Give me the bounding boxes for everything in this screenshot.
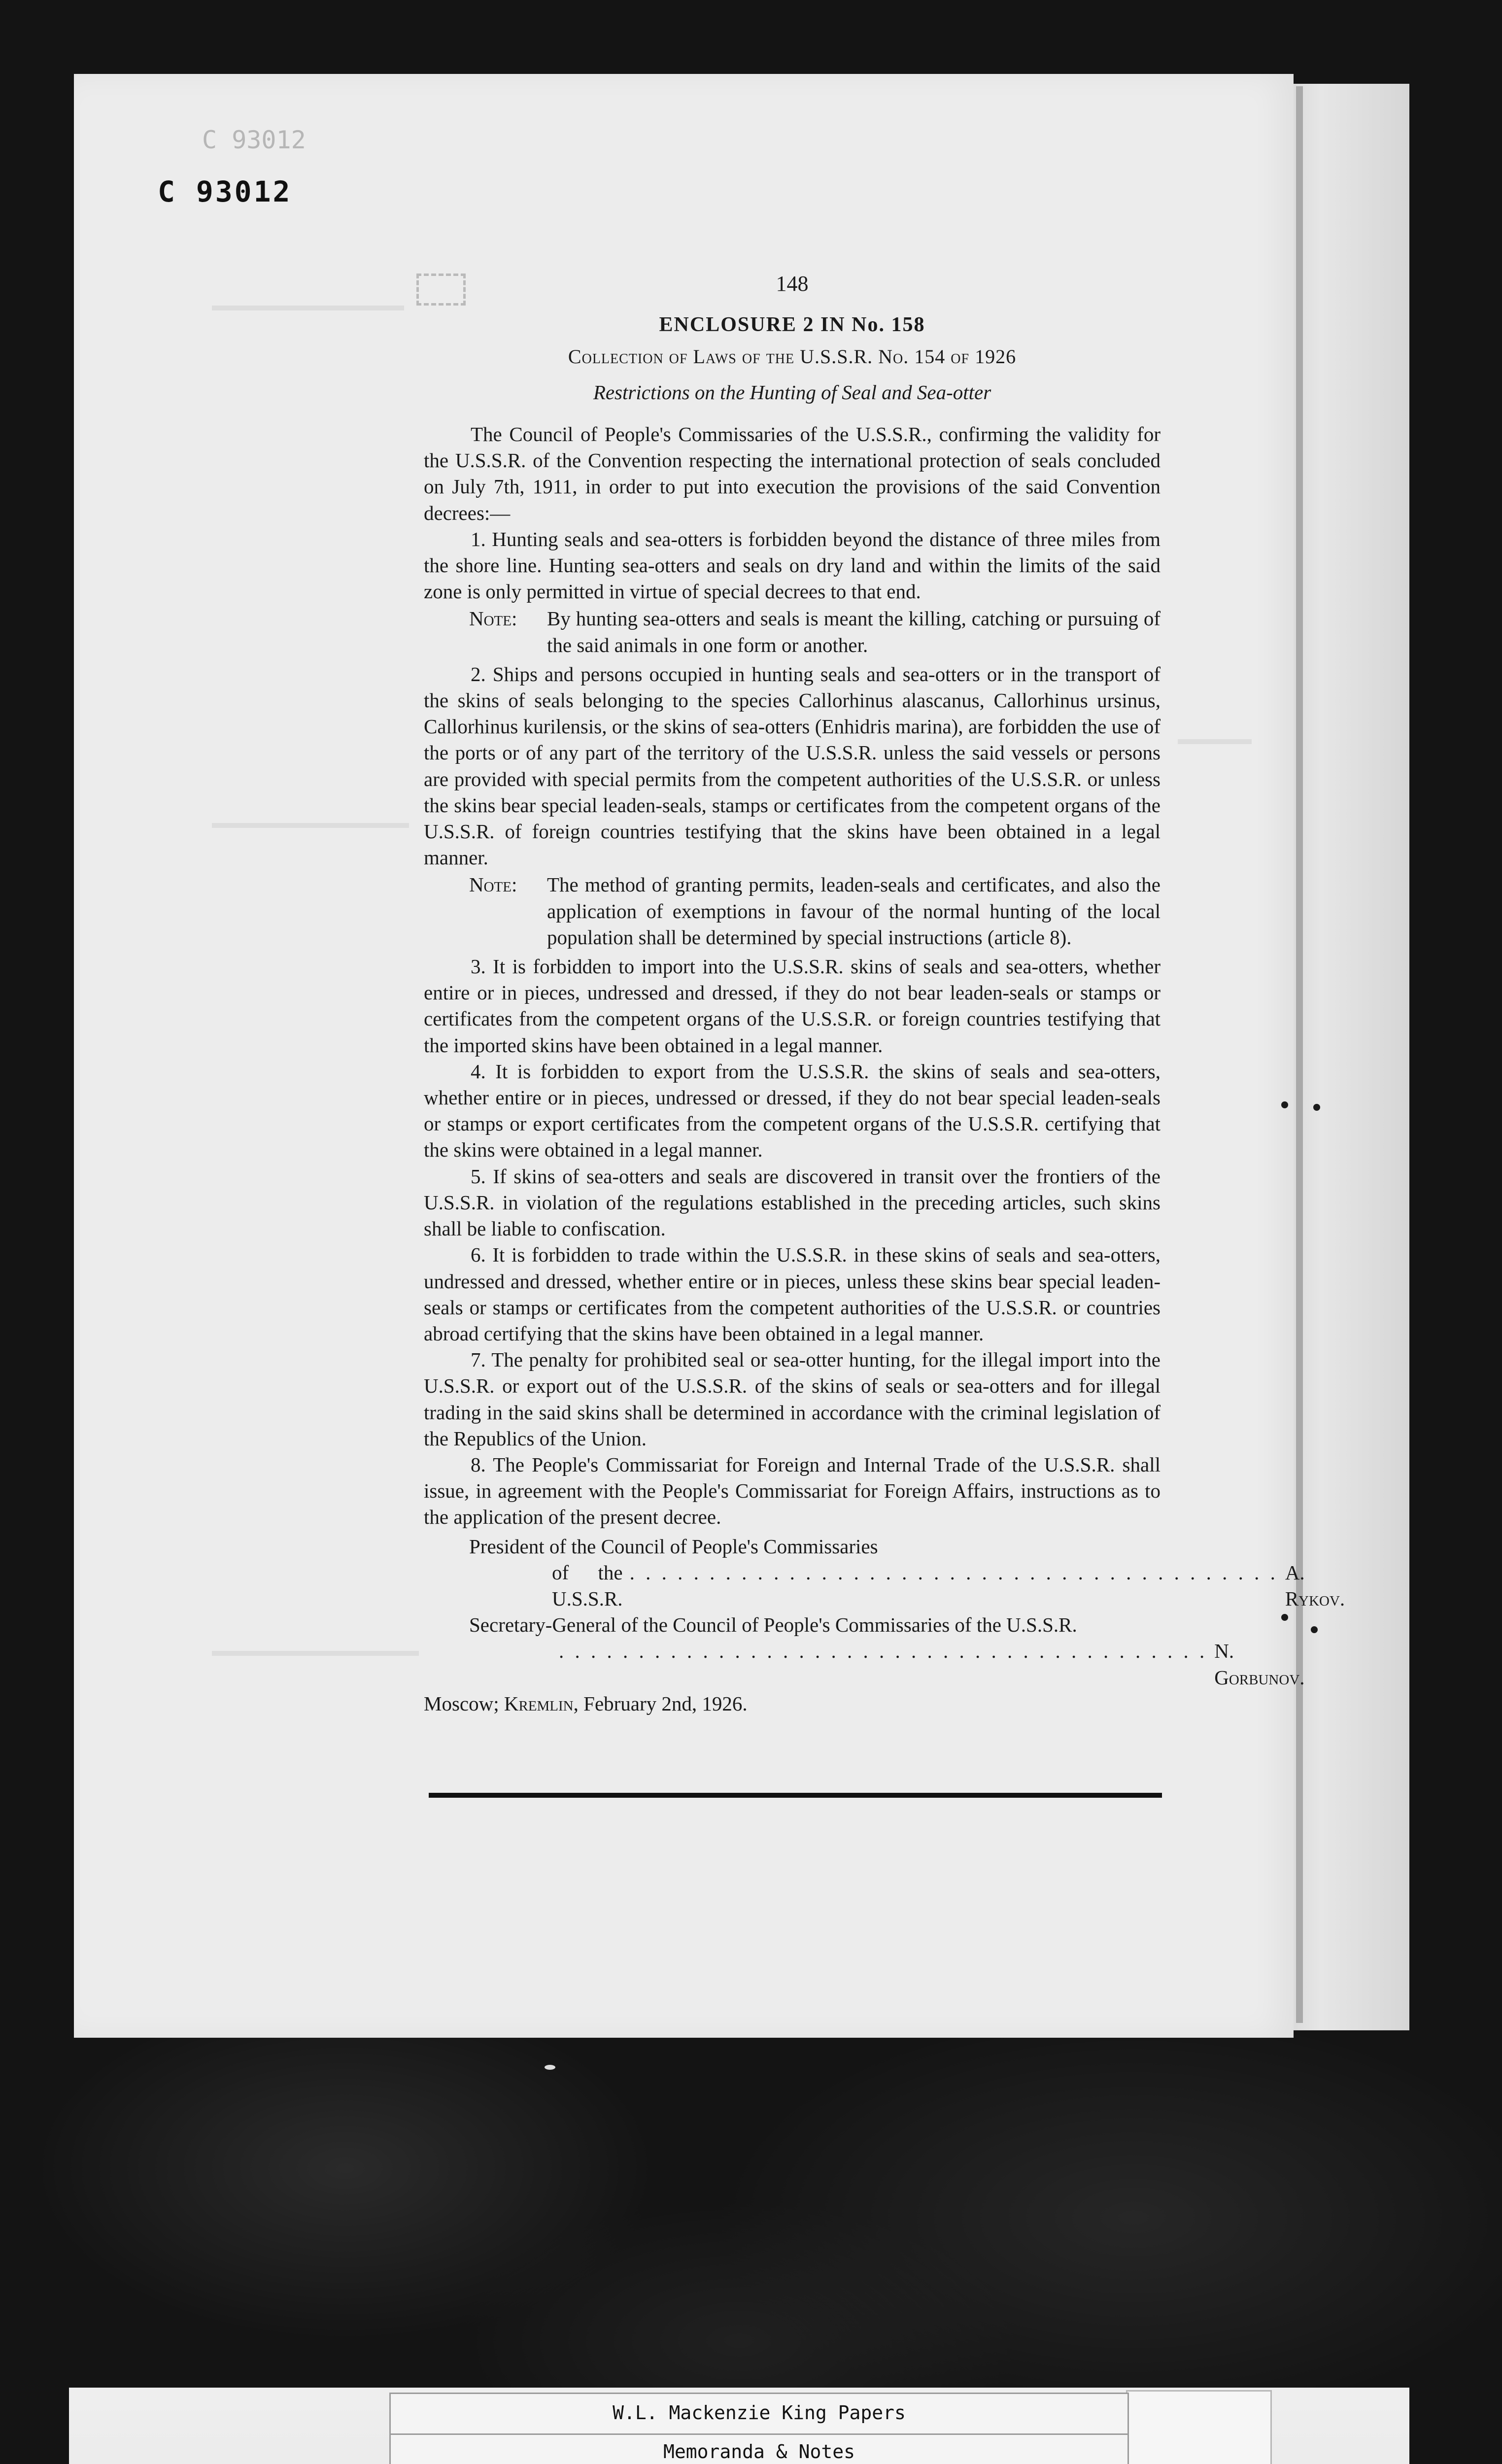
- dot-leader: . . . . . . . . . . . . . . . . . . . . . . . . . . . . . . . . . . . . . . . . .: [559, 1640, 1208, 1663]
- bleed-through-line: [212, 823, 409, 828]
- bleed-through-line: [1178, 739, 1252, 744]
- note-label: Note:: [469, 873, 517, 896]
- kremlin: Kremlin,: [504, 1692, 579, 1715]
- bleed-through-line: [212, 1651, 419, 1656]
- bleed-through-line: [212, 306, 404, 310]
- enclosure-heading: ENCLOSURE 2 IN No. 158: [659, 313, 925, 336]
- collection-heading: Collection of Laws of the U.S.S.R. No. 154 of 1926: [568, 345, 1017, 368]
- collection-tab: [389, 2393, 1129, 2464]
- note-1: [424, 606, 1161, 658]
- article-2: 2. Ships and persons occupied in hunting seals and sea-otters or in the transport of the skins of seals belonging to the species Callorhinus alascanus, Callorhinus ursinus, Callorhinus kurilensis, or the skins of sea-otters (Enhidris marina), are forbidden the use of the ports or of any part of the territory of the U.S.S.R. unless the said vessels or persons are provided with special permits from the competent authorities of the U.S.S.R. or unless the skins bear special leaden-seals, stamps or certificates from the competent organs of the U.S.S.R. of foreign countries testifying that the skins have been obtained in a legal manner.: [424, 662, 1161, 869]
- article-1: 1. Hunting seals and sea-otters is forbidden beyond the distance of three miles from the shore line. Hunting sea-otters and seals on dry land and within the limits of the said zone is only permitted in virtue of special decrees to that end.: [424, 527, 1161, 603]
- article-4: 4. It is forbidden to export from the U.S.S.R. the skins of seals and sea-otters, whether entire or in pieces, undressed or dressed, if they do not bear special leaden-seals or stamps or export certificates from the competent organs of the U.S.S.R. certifying that the skins were obtained in a legal manner.: [424, 1060, 1161, 1162]
- speck: [1281, 1614, 1288, 1621]
- note-text: The method of granting permits, leaden-seals and certificates, and also the application of exemptions in favour of the normal hunting of the local population shall be determined by special instructions (article 8).: [547, 873, 1161, 949]
- date: February 2nd, 1926.: [578, 1692, 748, 1715]
- signatory-title: President of the Council of People's Commissaries: [469, 1535, 878, 1558]
- speck: [1311, 1626, 1318, 1633]
- signature-block: [424, 1534, 1345, 1717]
- series-name: Memoranda & Notes: [663, 2441, 855, 2463]
- place-and-date: [424, 1691, 748, 1717]
- speck: [1313, 1104, 1320, 1111]
- article-3: 3. It is forbidden to import into the U.S.S.R. skins of seals and sea-otters, whether entire or in pieces, undressed and dressed, if they do not bear leaden-seals or stamps or certificates from the competent organs of the U.S.S.R. or foreign countries testifying that the imported skins have been obtained in a legal manner.: [424, 955, 1161, 1057]
- intro-paragraph: The Council of People's Commissaries of the U.S.S.R., confirming the validity for the U.S.S.R. of the Convention respecting the international protection of seals concluded on July 7th, 1911, in order to put into execution the provisions of the said Convention decrees:—: [424, 423, 1161, 524]
- place: Moscow;: [424, 1692, 499, 1715]
- reference-number: C 93012: [158, 175, 292, 208]
- article-6: 6. It is forbidden to trade within the U.S.S.R. in these skins of seals and sea-otters, undressed and dressed, whether entire or in pieces, unless these skins bear special leaden-seals or stamps or certificates from the competent authorities of the U.S.S.R. or countries abroad certifying that the skins have been obtained in a legal manner.: [424, 1243, 1161, 1345]
- note-2: [424, 872, 1161, 951]
- ghost-reference-number: C 93012: [202, 126, 306, 154]
- collection-name: W.L. Mackenzie King Papers: [613, 2402, 906, 2424]
- signatory-title: Secretary-General of the Council of People's Commissaries of the U.S.S.R.: [469, 1613, 1077, 1637]
- article-7: 7. The penalty for prohibited seal or sea-otter hunting, for the illegal import into the U.S.S.R. or export out of the U.S.S.R. of the skins of seals or sea-otters and for illegal trading in the said skins shall be determined in accordance with the criminal legislation of the Republics of the Union.: [424, 1348, 1161, 1450]
- label-scrap: [1126, 2390, 1272, 2464]
- signatory-name: N. Gorbunov.: [1214, 1640, 1305, 1689]
- sheet-edge: [1296, 86, 1303, 2023]
- document-body: [424, 421, 1345, 1717]
- speck: [545, 2065, 555, 2070]
- article-5: 5. If skins of sea-otters and seals are discovered in transit over the frontiers of the U.S.S.R. in violation of the regulations established in the preceding articles, such skins shall be liable to confiscation.: [424, 1164, 1161, 1240]
- signatory-org: of the U.S.S.R.: [552, 1561, 623, 1610]
- note-label: Note:: [469, 607, 517, 630]
- signatory-name: A. Rykov.: [1285, 1561, 1345, 1610]
- article-8: 8. The People's Commissariat for Foreign and Internal Trade of the U.S.S.R. shall issue, in agreement with the People's Commissariat for Foreign Affairs, instructions as to the application of the present decree.: [424, 1453, 1161, 1529]
- restrictions-heading: Restrictions on the Hunting of Seal and Sea-otter: [593, 381, 991, 404]
- dot-leader: . . . . . . . . . . . . . . . . . . . . . . . . . . . . . . . . . . . . . . . . .: [629, 1561, 1278, 1584]
- tab-divider: [391, 2433, 1127, 2435]
- speck: [1281, 1101, 1288, 1108]
- closing-rule: [429, 1793, 1162, 1798]
- page-number: 148: [776, 272, 809, 296]
- note-text: By hunting sea-otters and seals is meant the killing, catching or pursuing of the said animals in one form or another.: [547, 607, 1161, 656]
